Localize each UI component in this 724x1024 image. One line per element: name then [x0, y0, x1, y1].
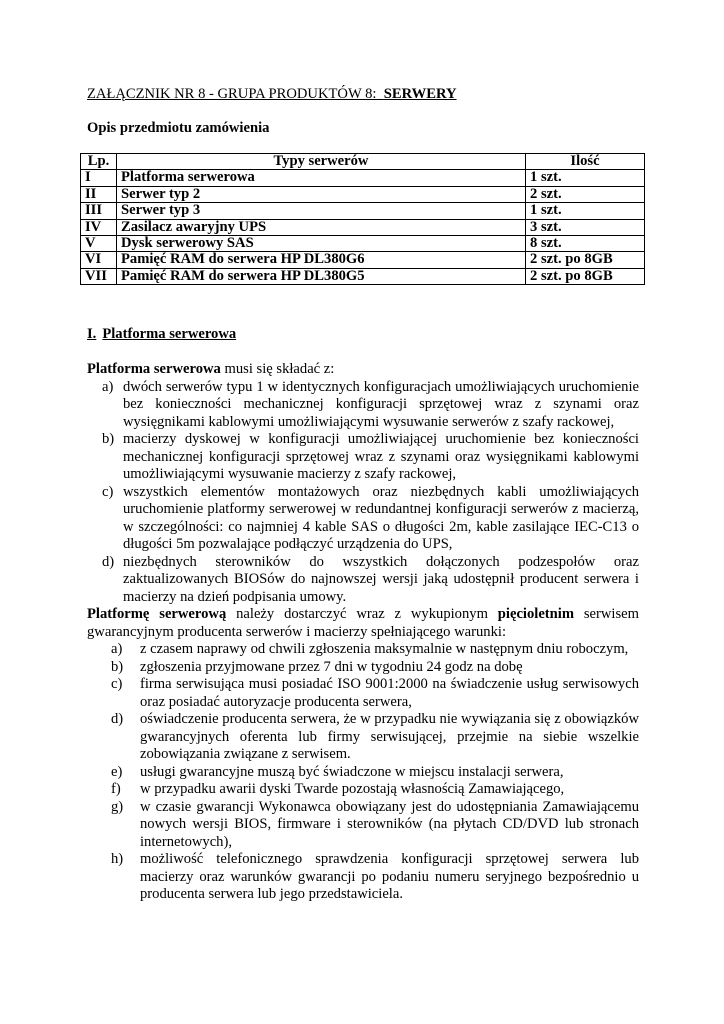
title-bold: SERWERY: [383, 86, 457, 102]
list-text: w czasie gwarancji Wykonawca obowiązany jest do udostępniania Zamawiającemu nowych wersji BIOS, firmware i sterowników (na płytach CD/DVD lub stronach internetowych),: [140, 798, 639, 850]
list-item: [87, 554, 639, 607]
list-text: możliwość telefonicznego sprawdzenia konfiguracji sprzętowej serwera lub macierzy oraz warunków gwarancji po podaniu numeru seryjnego bezpośrednio u producenta serwera lub jego przedstawiciela.: [140, 851, 639, 902]
list-text: firma serwisująca musi posiadać ISO 9001:2000 na świadczenie usług serwisowych oraz posiadać autoryzacje producenta serwera,: [140, 676, 639, 710]
list-text: wszystkich elementów montażowych oraz niezbędnych kabli umożliwiających uruchomienie platformy serwerowej w redundantnej konfiguracji serwerów z macierzą, w szczególności: co najmniej 4 kable SAS o długości 2m, kable zasilające IEC-C13 o długości 5m pozwalające podłączyć urządzenia do UPS,: [123, 483, 639, 552]
intro-bold: Platforma serwerowa: [87, 361, 221, 377]
list-marker: c): [111, 676, 123, 692]
warranty-paragraph: [87, 606, 639, 641]
list-text: niezbędnych sterowników do wszystkich dołączonych podzespołów oraz zaktualizowanych BIOSów do najnowszej wersji jaką udostępnił producent serwera i macierzy na dzień podpisania umowy.: [123, 553, 639, 605]
section-number: I.: [87, 326, 97, 342]
list-item: [87, 659, 639, 677]
row-lp: II: [81, 186, 117, 202]
row-lp: VI: [81, 252, 117, 268]
list-item: [87, 379, 639, 432]
warranty-conditions-list: [87, 641, 639, 904]
row-lp: III: [81, 203, 117, 219]
table-header-row: [81, 154, 645, 170]
row-type: Zasilacz awaryjny UPS: [117, 219, 526, 235]
list-marker: d): [102, 553, 115, 570]
row-qty: 2 szt.: [526, 186, 645, 202]
list-marker: h): [111, 851, 124, 867]
row-type: Pamięć RAM do serwera HP DL380G6: [117, 252, 526, 268]
row-qty: 1 szt.: [526, 170, 645, 186]
list-text: z czasem naprawy od chwili zgłoszenia maksymalnie w następnym dniu roboczym,: [140, 641, 629, 657]
document-title: [87, 86, 457, 104]
list-marker: b): [102, 431, 115, 447]
list-text: dwóch serwerów typu 1 w identycznych konfiguracjach umożliwiających uruchomienie bez konieczności mechanicznej konfiguracji sprzętowej wraz z szynami oraz wysięgnikami kablowymi umożliwiającymi wysuwanie serwerów z szafy rackowej,: [123, 378, 639, 430]
list-marker: a): [111, 641, 123, 657]
list-item: [87, 799, 639, 852]
title-prefix: ZAŁĄCZNIK NR 8 - GRUPA PRODUKTÓW 8:: [87, 86, 377, 102]
section-title: [87, 326, 236, 344]
list-text: w przypadku awarii dyski Twarde pozostają własnością Zamawiającego,: [140, 781, 565, 797]
list-item: [87, 676, 639, 711]
list-marker: d): [111, 711, 124, 727]
row-lp: I: [81, 170, 117, 186]
document-subtitle: Opis przedmiotu zamówienia: [87, 120, 270, 136]
row-lp: VII: [81, 268, 117, 284]
warranty-text-1: należy dostarczyć wraz z wykupionym: [226, 606, 498, 622]
row-type: Pamięć RAM do serwera HP DL380G5: [117, 268, 526, 284]
row-lp: IV: [81, 219, 117, 235]
list-item: [87, 484, 639, 554]
row-type: Dysk serwerowy SAS: [117, 236, 526, 252]
row-type: Platforma serwerowa: [117, 170, 526, 186]
row-qty: 2 szt. po 8GB: [526, 252, 645, 268]
list-item: [87, 711, 639, 764]
list-marker: e): [111, 763, 123, 780]
list-marker: f): [111, 781, 121, 797]
table-row: [81, 203, 645, 219]
row-qty: 2 szt. po 8GB: [526, 268, 645, 284]
components-list: [87, 379, 639, 607]
list-marker: b): [111, 658, 124, 675]
list-text: oświadczenie producenta serwera, że w przypadku nie wywiązania się z obowiązków gwarancyjnych oferenta lub firmy serwisującej, przejmie na siebie wszelkie zobowiązania związane z serwisem.: [140, 711, 639, 762]
row-type: Serwer typ 3: [117, 203, 526, 219]
warranty-bold-1: Platformę serwerową: [87, 606, 227, 622]
row-qty: 3 szt.: [526, 219, 645, 235]
row-type: Serwer typ 2: [117, 186, 526, 202]
list-item: [87, 641, 639, 659]
warranty-text-2: serwisem gwarancyjnym producenta serwerów i macierzy spełniającego warunki:: [87, 606, 639, 640]
header-cell-type: Typy serwerów: [117, 154, 526, 170]
table-row: [81, 268, 645, 284]
list-item: [87, 764, 639, 782]
list-marker: c): [102, 483, 114, 500]
list-marker: a): [102, 378, 114, 395]
table-row: [81, 186, 645, 202]
list-text: zgłoszenia przyjmowane przez 7 dni w tygodniu 24 godz na dobę: [140, 658, 523, 675]
table-row: [81, 219, 645, 235]
table-row: [81, 252, 645, 268]
list-item: [87, 781, 639, 799]
row-lp: V: [81, 236, 117, 252]
intro-rest: musi się składać z:: [220, 361, 335, 377]
products-table: [80, 153, 645, 285]
warranty-bold-2: pięcioletnim: [497, 606, 574, 622]
section-content: [87, 361, 639, 904]
header-cell-qty: Ilość: [526, 154, 645, 170]
intro-paragraph: [87, 361, 639, 379]
table-row: [81, 236, 645, 252]
row-qty: 8 szt.: [526, 236, 645, 252]
list-text: usługi gwarancyjne muszą być świadczone w miejscu instalacji serwera,: [140, 763, 564, 780]
list-marker: g): [111, 798, 124, 815]
list-item: [87, 851, 639, 904]
row-qty: 1 szt.: [526, 203, 645, 219]
list-item: [87, 431, 639, 484]
header-cell-lp: Lp.: [81, 154, 117, 170]
section-title-text: Platforma serwerowa: [102, 326, 237, 342]
list-text: macierzy dyskowej w konfiguracji umożliwiającej uruchomienie bez konieczności mechanicznej konfiguracji sprzętowej wraz z szynami oraz wysięgnikami kablowymi umożliwiającymi wysuwanie macierzy z szafy rackowej,: [123, 431, 639, 482]
table-row: [81, 170, 645, 186]
